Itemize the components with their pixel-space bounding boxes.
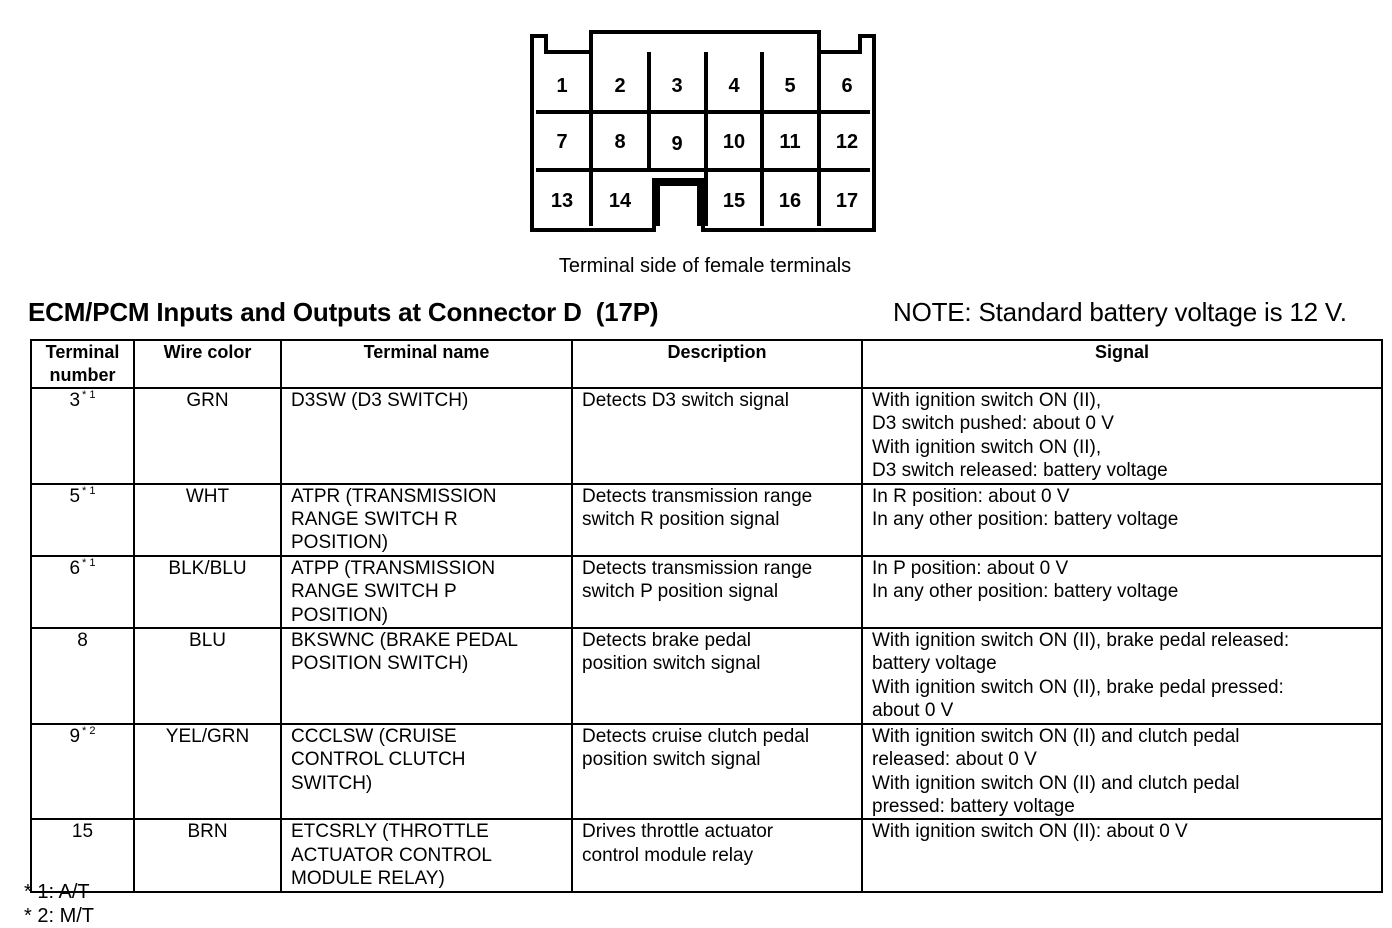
terminal-label: 10 — [722, 131, 746, 153]
signal-line: about 0 V — [872, 700, 954, 722]
terminal-number-cell — [31, 388, 134, 484]
description-cell — [572, 724, 862, 820]
footnote-mark: * 1 — [82, 484, 96, 497]
terminal-label: 8 — [614, 131, 626, 153]
header-signal: Signal — [862, 340, 1382, 388]
terminal-number: 3 — [69, 390, 81, 411]
diagram-caption: Terminal side of female terminals — [558, 255, 852, 277]
description-line: Detects transmission range — [582, 485, 813, 507]
terminal-number-cell — [31, 628, 134, 724]
signal-line: pressed: battery voltage — [872, 795, 1075, 817]
terminal-name-line: POSITION) — [291, 532, 389, 554]
terminal-label: 4 — [728, 75, 740, 97]
table-row — [31, 484, 1382, 556]
description-line: position switch signal — [582, 749, 761, 771]
description-cell — [572, 484, 862, 556]
signal-line: In any other position: battery voltage — [872, 509, 1179, 531]
connector-diagram — [528, 28, 878, 239]
header-terminal-number: Terminal number — [31, 340, 134, 388]
description-line: Detects cruise clutch pedal — [582, 725, 810, 747]
signal-cell — [862, 628, 1382, 724]
terminal-label: 7 — [556, 131, 568, 153]
terminal-name-line: ATPR (TRANSMISSION — [291, 485, 497, 507]
footnote-at: * 1: A/T — [24, 881, 90, 903]
footnotes — [24, 880, 94, 928]
terminal-name-line: ETCSRLY (THROTTLE — [291, 821, 489, 843]
terminal-number: 6 — [69, 557, 81, 579]
description-line: switch R position signal — [582, 509, 780, 531]
signal-line: With ignition switch ON (II) and clutch pedal — [872, 772, 1240, 794]
wire-color-cell: BLU — [134, 628, 281, 724]
signal-cell — [862, 819, 1382, 891]
terminal-label: 1 — [556, 75, 568, 97]
terminal-number-cell — [31, 556, 134, 628]
terminal-name-cell — [281, 484, 572, 556]
signal-cell — [862, 484, 1382, 556]
terminal-name-line: ACTUATOR CONTROL — [291, 844, 492, 866]
signal-line: In R position: about 0 V — [872, 485, 1070, 507]
terminal-name-line: D3SW (D3 SWITCH) — [291, 390, 469, 411]
connector-outline-svg — [528, 28, 878, 234]
terminal-number-cell — [31, 724, 134, 820]
table-header-row — [31, 340, 1382, 388]
signal-cell — [862, 724, 1382, 820]
signal-line: With ignition switch ON (II), — [872, 436, 1102, 458]
terminal-label: 17 — [835, 190, 859, 212]
description-cell — [572, 819, 862, 891]
terminal-label: 13 — [550, 190, 574, 212]
signal-cell — [862, 556, 1382, 628]
signal-line: With ignition switch ON (II), brake pedal released: — [872, 630, 1290, 652]
table-body — [31, 388, 1382, 892]
description-line: Drives throttle actuator — [582, 821, 774, 843]
description-cell — [572, 628, 862, 724]
terminal-name-line: CCCLSW (CRUISE — [291, 725, 457, 747]
footnote-mark: * 2 — [82, 724, 96, 737]
description-line: Detects D3 switch signal — [582, 390, 789, 411]
terminal-number: 5 — [69, 485, 81, 507]
table-row — [31, 819, 1382, 891]
wire-color-cell: YEL/GRN — [134, 724, 281, 820]
table-row — [31, 724, 1382, 820]
signal-line: D3 switch pushed: about 0 V — [872, 413, 1114, 435]
terminal-name-line: CONTROL CLUTCH — [291, 749, 466, 771]
wire-color-cell: BRN — [134, 819, 281, 891]
header-wire-color: Wire color — [134, 340, 281, 388]
signal-line: With ignition switch ON (II) and clutch pedal — [872, 725, 1240, 747]
table-row — [31, 556, 1382, 628]
wire-color-cell: BLK/BLU — [134, 556, 281, 628]
terminal-label: 3 — [671, 75, 683, 97]
connector-housing — [532, 32, 874, 230]
signal-line: battery voltage — [872, 653, 997, 675]
terminal-name-line: RANGE SWITCH P — [291, 581, 457, 603]
terminal-name-cell — [281, 724, 572, 820]
terminal-label: 11 — [779, 131, 801, 153]
description-cell — [572, 556, 862, 628]
io-table — [30, 339, 1383, 893]
signal-line: With ignition switch ON (II): about 0 V — [872, 821, 1188, 843]
terminal-name-line: SWITCH) — [291, 772, 373, 794]
footnote-mark: * 1 — [82, 389, 96, 401]
signal-line: With ignition switch ON (II), — [872, 390, 1102, 411]
footnote-mark: * 1 — [82, 556, 96, 569]
terminal-name-line: BKSWNC (BRAKE PEDAL — [291, 630, 518, 652]
terminal-label: 16 — [778, 190, 802, 212]
signal-line: With ignition switch ON (II), brake pedal pressed: — [872, 676, 1284, 698]
terminal-name-line: RANGE SWITCH R — [291, 509, 458, 531]
terminal-label: 5 — [784, 75, 796, 97]
signal-line: In P position: about 0 V — [872, 557, 1069, 579]
terminal-number: 8 — [77, 630, 88, 652]
terminal-name-line: POSITION SWITCH) — [291, 653, 469, 675]
terminal-name-line: ATPP (TRANSMISSION — [291, 557, 496, 579]
terminal-label: 14 — [608, 190, 632, 212]
terminal-number-cell — [31, 484, 134, 556]
terminal-number: 9 — [69, 725, 81, 747]
terminal-label: 2 — [614, 75, 626, 97]
description-cell — [572, 388, 862, 484]
terminal-name-cell — [281, 628, 572, 724]
terminal-label: 12 — [835, 131, 859, 153]
header-description: Description — [572, 340, 862, 388]
table-row — [31, 628, 1382, 724]
wire-color-cell: GRN — [134, 388, 281, 484]
header-terminal-name: Terminal name — [281, 340, 572, 388]
terminal-label: 15 — [722, 190, 746, 212]
terminal-name-cell — [281, 556, 572, 628]
section-title: ECM/PCM Inputs and Outputs at Connector D (17P) — [28, 297, 659, 327]
terminal-label: 9 — [671, 133, 683, 155]
footnote-mt: * 2: M/T — [24, 905, 95, 927]
wire-color-cell: WHT — [134, 484, 281, 556]
signal-line: In any other position: battery voltage — [872, 581, 1179, 603]
description-line: Detects brake pedal — [582, 630, 751, 652]
table-row — [31, 388, 1382, 484]
description-line: Detects transmission range — [582, 557, 813, 579]
description-line: position switch signal — [582, 653, 761, 675]
terminal-number: 15 — [71, 821, 94, 843]
terminal-name-cell — [281, 388, 572, 484]
signal-line: released: about 0 V — [872, 749, 1037, 771]
description-line: control module relay — [582, 844, 754, 866]
signal-cell — [862, 388, 1382, 484]
terminal-name-line: MODULE RELAY) — [291, 868, 445, 890]
description-line: switch P position signal — [582, 581, 779, 603]
battery-voltage-note: NOTE: Standard battery voltage is 12 V. — [893, 297, 1347, 327]
signal-line: D3 switch released: battery voltage — [872, 460, 1168, 482]
terminal-label: 6 — [841, 75, 853, 97]
terminal-name-cell — [281, 819, 572, 891]
terminal-name-line: POSITION) — [291, 604, 389, 626]
